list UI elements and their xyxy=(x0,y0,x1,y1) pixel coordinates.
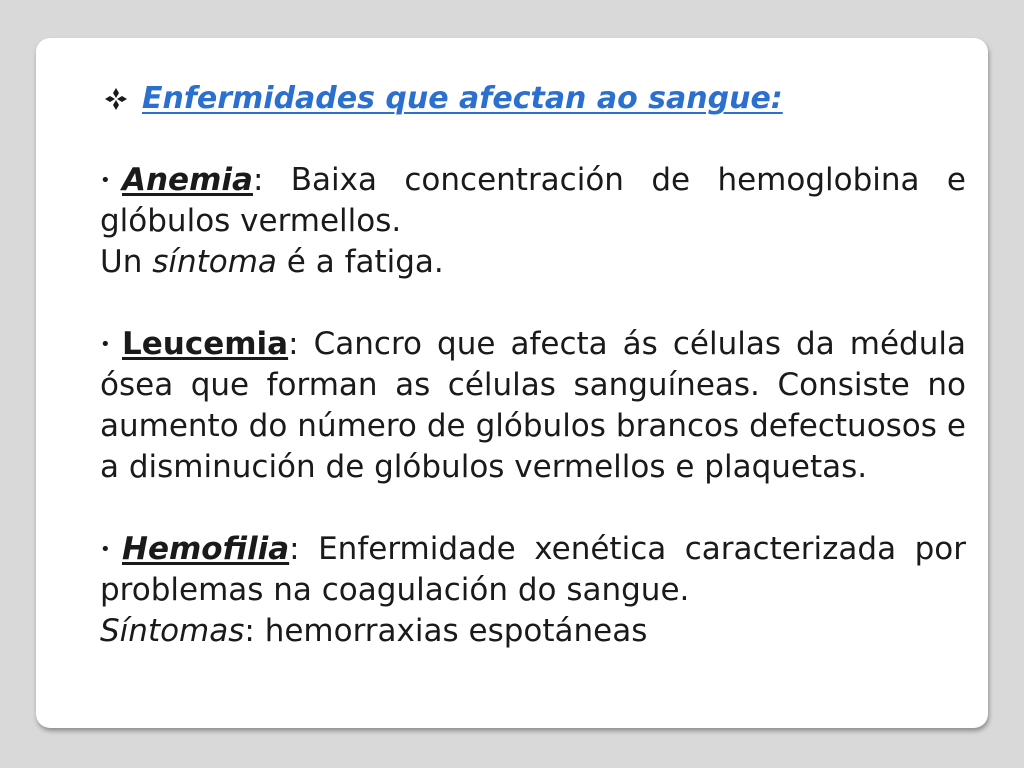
list-item-leucemia xyxy=(100,324,966,488)
bullet: • xyxy=(100,539,111,560)
note-suffix: : hemorraxias espotáneas xyxy=(244,613,648,649)
list-item-hemofilia xyxy=(100,529,966,611)
term-anemia: Anemia xyxy=(122,162,253,198)
heading-text: Enfermidades que afectan ao sangue: xyxy=(142,81,783,116)
separator: : xyxy=(252,162,291,198)
bullet: • xyxy=(100,170,111,191)
term-leucemia: Leucemia xyxy=(122,326,289,362)
definition-anemia: Baixa concentración de hemoglobina e glóbulos vermellos. xyxy=(100,162,966,239)
note-italic: síntoma xyxy=(152,244,277,280)
slide-content xyxy=(100,78,966,652)
definition-hemofilia: Enfermidade xenética caracterizada por problemas na coagulación do sangue. xyxy=(100,531,966,608)
note-suffix: é a fatiga. xyxy=(276,244,444,280)
section-heading xyxy=(104,78,966,119)
slide xyxy=(36,38,988,728)
spacer xyxy=(100,488,966,529)
term-hemofilia: Hemofilia xyxy=(122,531,290,567)
note-anemia xyxy=(100,242,966,283)
diamond-bullet-icon xyxy=(104,87,128,111)
spacer xyxy=(100,283,966,324)
definition-leucemia: Cancro que afecta ás células da médula ósea que forman as células sanguíneas. Consiste no aumento do número de glóbulos brancos defectuosos e a disminución de glóbulos vermellos e plaquetas. xyxy=(100,326,966,485)
bullet: • xyxy=(100,334,111,355)
list-item-anemia xyxy=(100,160,966,242)
separator: : xyxy=(288,326,314,362)
note-prefix: Un xyxy=(100,244,153,280)
separator: : xyxy=(289,531,319,567)
note-hemofilia xyxy=(100,611,966,652)
note-italic: Síntomas xyxy=(100,613,245,649)
